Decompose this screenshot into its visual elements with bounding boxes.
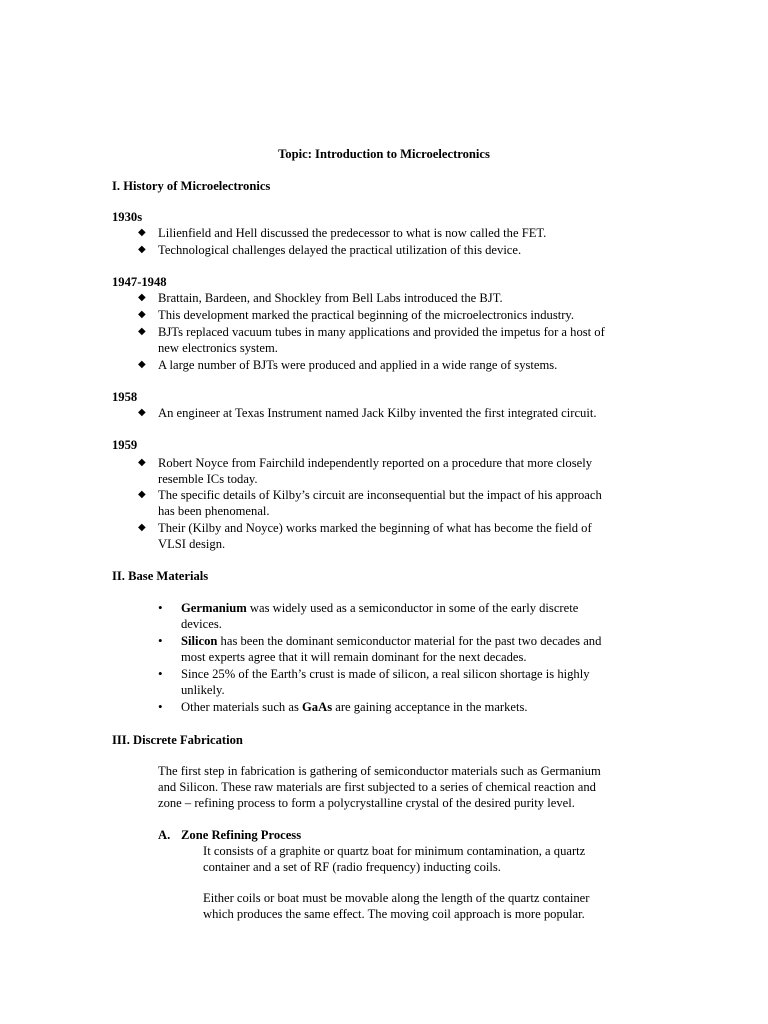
year-heading-1930s: 1930s (112, 210, 143, 224)
year-heading-1947-1948: 1947-1948 (112, 275, 167, 289)
list-item-continuation: devices. (181, 617, 222, 631)
list-item-continuation: has been phenomenal. (158, 504, 270, 518)
bullet-icon: • (158, 633, 163, 648)
list-item: The specific details of Kilby’s circuit are inconsequential but the impact of his approach (158, 488, 602, 502)
term-gaas: GaAs (302, 700, 333, 714)
paragraph-line: container and a set of RF (radio frequency) inducting coils. (203, 860, 501, 874)
list-item: Silicon has been the dominant semiconductor material for the past two decades and (181, 634, 602, 648)
list-item: Their (Kilby and Noyce) works marked the beginning of what has become the field of (158, 521, 592, 535)
page-title: Topic: Introduction to Microelectronics (278, 147, 490, 161)
term-germanium: Germanium (181, 601, 247, 615)
list-item: Other materials such as GaAs are gaining acceptance in the markets. (181, 700, 528, 714)
diamond-bullet-icon: ◆ (138, 457, 146, 468)
list-item: Lilienfield and Hell discussed the predecessor to what is now called the FET. (158, 226, 547, 240)
paragraph-line: The first step in fabrication is gathering of semiconductor materials such as Germanium (158, 764, 601, 778)
list-item-continuation: new electronics system. (158, 341, 278, 355)
term-silicon: Silicon (181, 634, 218, 648)
bullet-icon: • (158, 699, 163, 714)
list-item: Since 25% of the Earth’s crust is made of silicon, a real silicon shortage is highly (181, 667, 590, 681)
list-item: Brattain, Bardeen, and Shockley from Bell Labs introduced the BJT. (158, 291, 503, 305)
paragraph-line: which produces the same effect. The moving coil approach is more popular. (203, 907, 585, 921)
list-item: This development marked the practical beginning of the microelectronics industry. (158, 308, 575, 322)
list-item: Robert Noyce from Fairchild independently reported on a procedure that more closely (158, 456, 592, 470)
diamond-bullet-icon: ◆ (138, 326, 146, 337)
diamond-bullet-icon: ◆ (138, 244, 146, 255)
list-item: Germanium was widely used as a semiconductor in some of the early discrete (181, 601, 579, 615)
list-item-continuation: VLSI design. (158, 537, 226, 551)
diamond-bullet-icon: ◆ (138, 227, 146, 238)
list-item-continuation: resemble ICs today. (158, 472, 258, 486)
subsection-heading: Zone Refining Process (181, 828, 302, 842)
bullet-icon: • (158, 600, 163, 615)
diamond-bullet-icon: ◆ (138, 522, 146, 533)
section-materials-heading: II. Base Materials (112, 569, 209, 583)
list-item: BJTs replaced vacuum tubes in many applications and provided the impetus for a host of (158, 325, 605, 339)
diamond-bullet-icon: ◆ (138, 292, 146, 303)
list-item-continuation: unlikely. (181, 683, 225, 697)
list-item: A large number of BJTs were produced and applied in a wide range of systems. (158, 358, 558, 372)
section-history-heading: I. History of Microelectronics (112, 179, 271, 193)
diamond-bullet-icon: ◆ (138, 407, 146, 418)
diamond-bullet-icon: ◆ (138, 309, 146, 320)
paragraph-line: It consists of a graphite or quartz boat for minimum contamination, a quartz (203, 844, 586, 858)
subsection-label: A. (158, 828, 171, 842)
list-item: An engineer at Texas Instrument named Jack Kilby invented the first integrated circuit. (158, 406, 597, 420)
paragraph-line: zone – refining process to form a polycrystalline crystal of the desired purity level. (158, 796, 575, 810)
list-item-continuation: most experts agree that it will remain dominant for the next decades. (181, 650, 527, 664)
section-fabrication-heading: III. Discrete Fabrication (112, 733, 243, 747)
year-heading-1959: 1959 (112, 438, 138, 452)
bullet-icon: • (158, 666, 163, 681)
diamond-bullet-icon: ◆ (138, 489, 146, 500)
diamond-bullet-icon: ◆ (138, 359, 146, 370)
year-heading-1958: 1958 (112, 390, 138, 404)
paragraph-line: Either coils or boat must be movable along the length of the quartz container (203, 891, 590, 905)
list-item: Technological challenges delayed the practical utilization of this device. (158, 243, 522, 257)
paragraph-line: and Silicon. These raw materials are first subjected to a series of chemical reaction and (158, 780, 596, 794)
